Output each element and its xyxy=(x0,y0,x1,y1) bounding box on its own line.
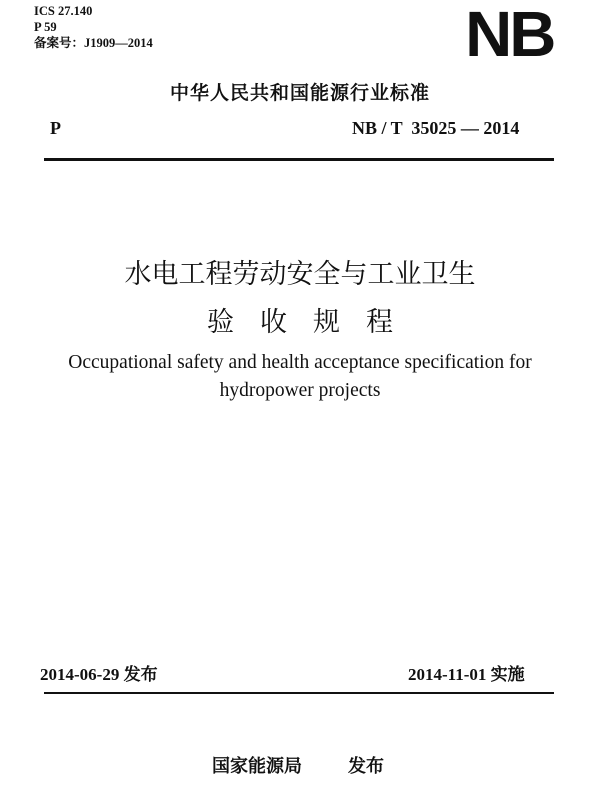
title-cn-line2: 验收规程 xyxy=(207,307,419,338)
issue-date xyxy=(40,660,158,685)
issue-date-value: 2014-06-29 xyxy=(40,665,120,684)
implement-label: 实施 xyxy=(490,665,525,685)
nb-logo: NB xyxy=(465,0,554,70)
record-number: 备案号：J1909—2014 xyxy=(34,36,153,50)
ics-code: ICS 27.140 xyxy=(34,4,93,18)
p-code: P 59 xyxy=(34,20,57,34)
issuer-action: 发布 xyxy=(348,756,384,777)
implement-date-value: 2014-11-01 xyxy=(408,665,487,684)
industry-standard-heading: 中华人民共和国能源行业标准 xyxy=(169,82,430,104)
title-cn-line1: 水电工程劳动安全与工业卫生 xyxy=(124,259,476,290)
bottom-divider xyxy=(44,692,554,694)
top-divider xyxy=(44,158,554,161)
classification-letter: P xyxy=(50,118,61,138)
implement-date xyxy=(408,660,525,685)
issue-label: 发布 xyxy=(123,665,158,685)
title-en-line1: Occupational safety and health acceptance specification for xyxy=(68,352,532,373)
issuer-name: 国家能源局 xyxy=(212,756,302,777)
title-en-line2: hydropower projects xyxy=(219,380,381,401)
standard-number: NB / T 35025 — 2014 xyxy=(352,118,520,138)
